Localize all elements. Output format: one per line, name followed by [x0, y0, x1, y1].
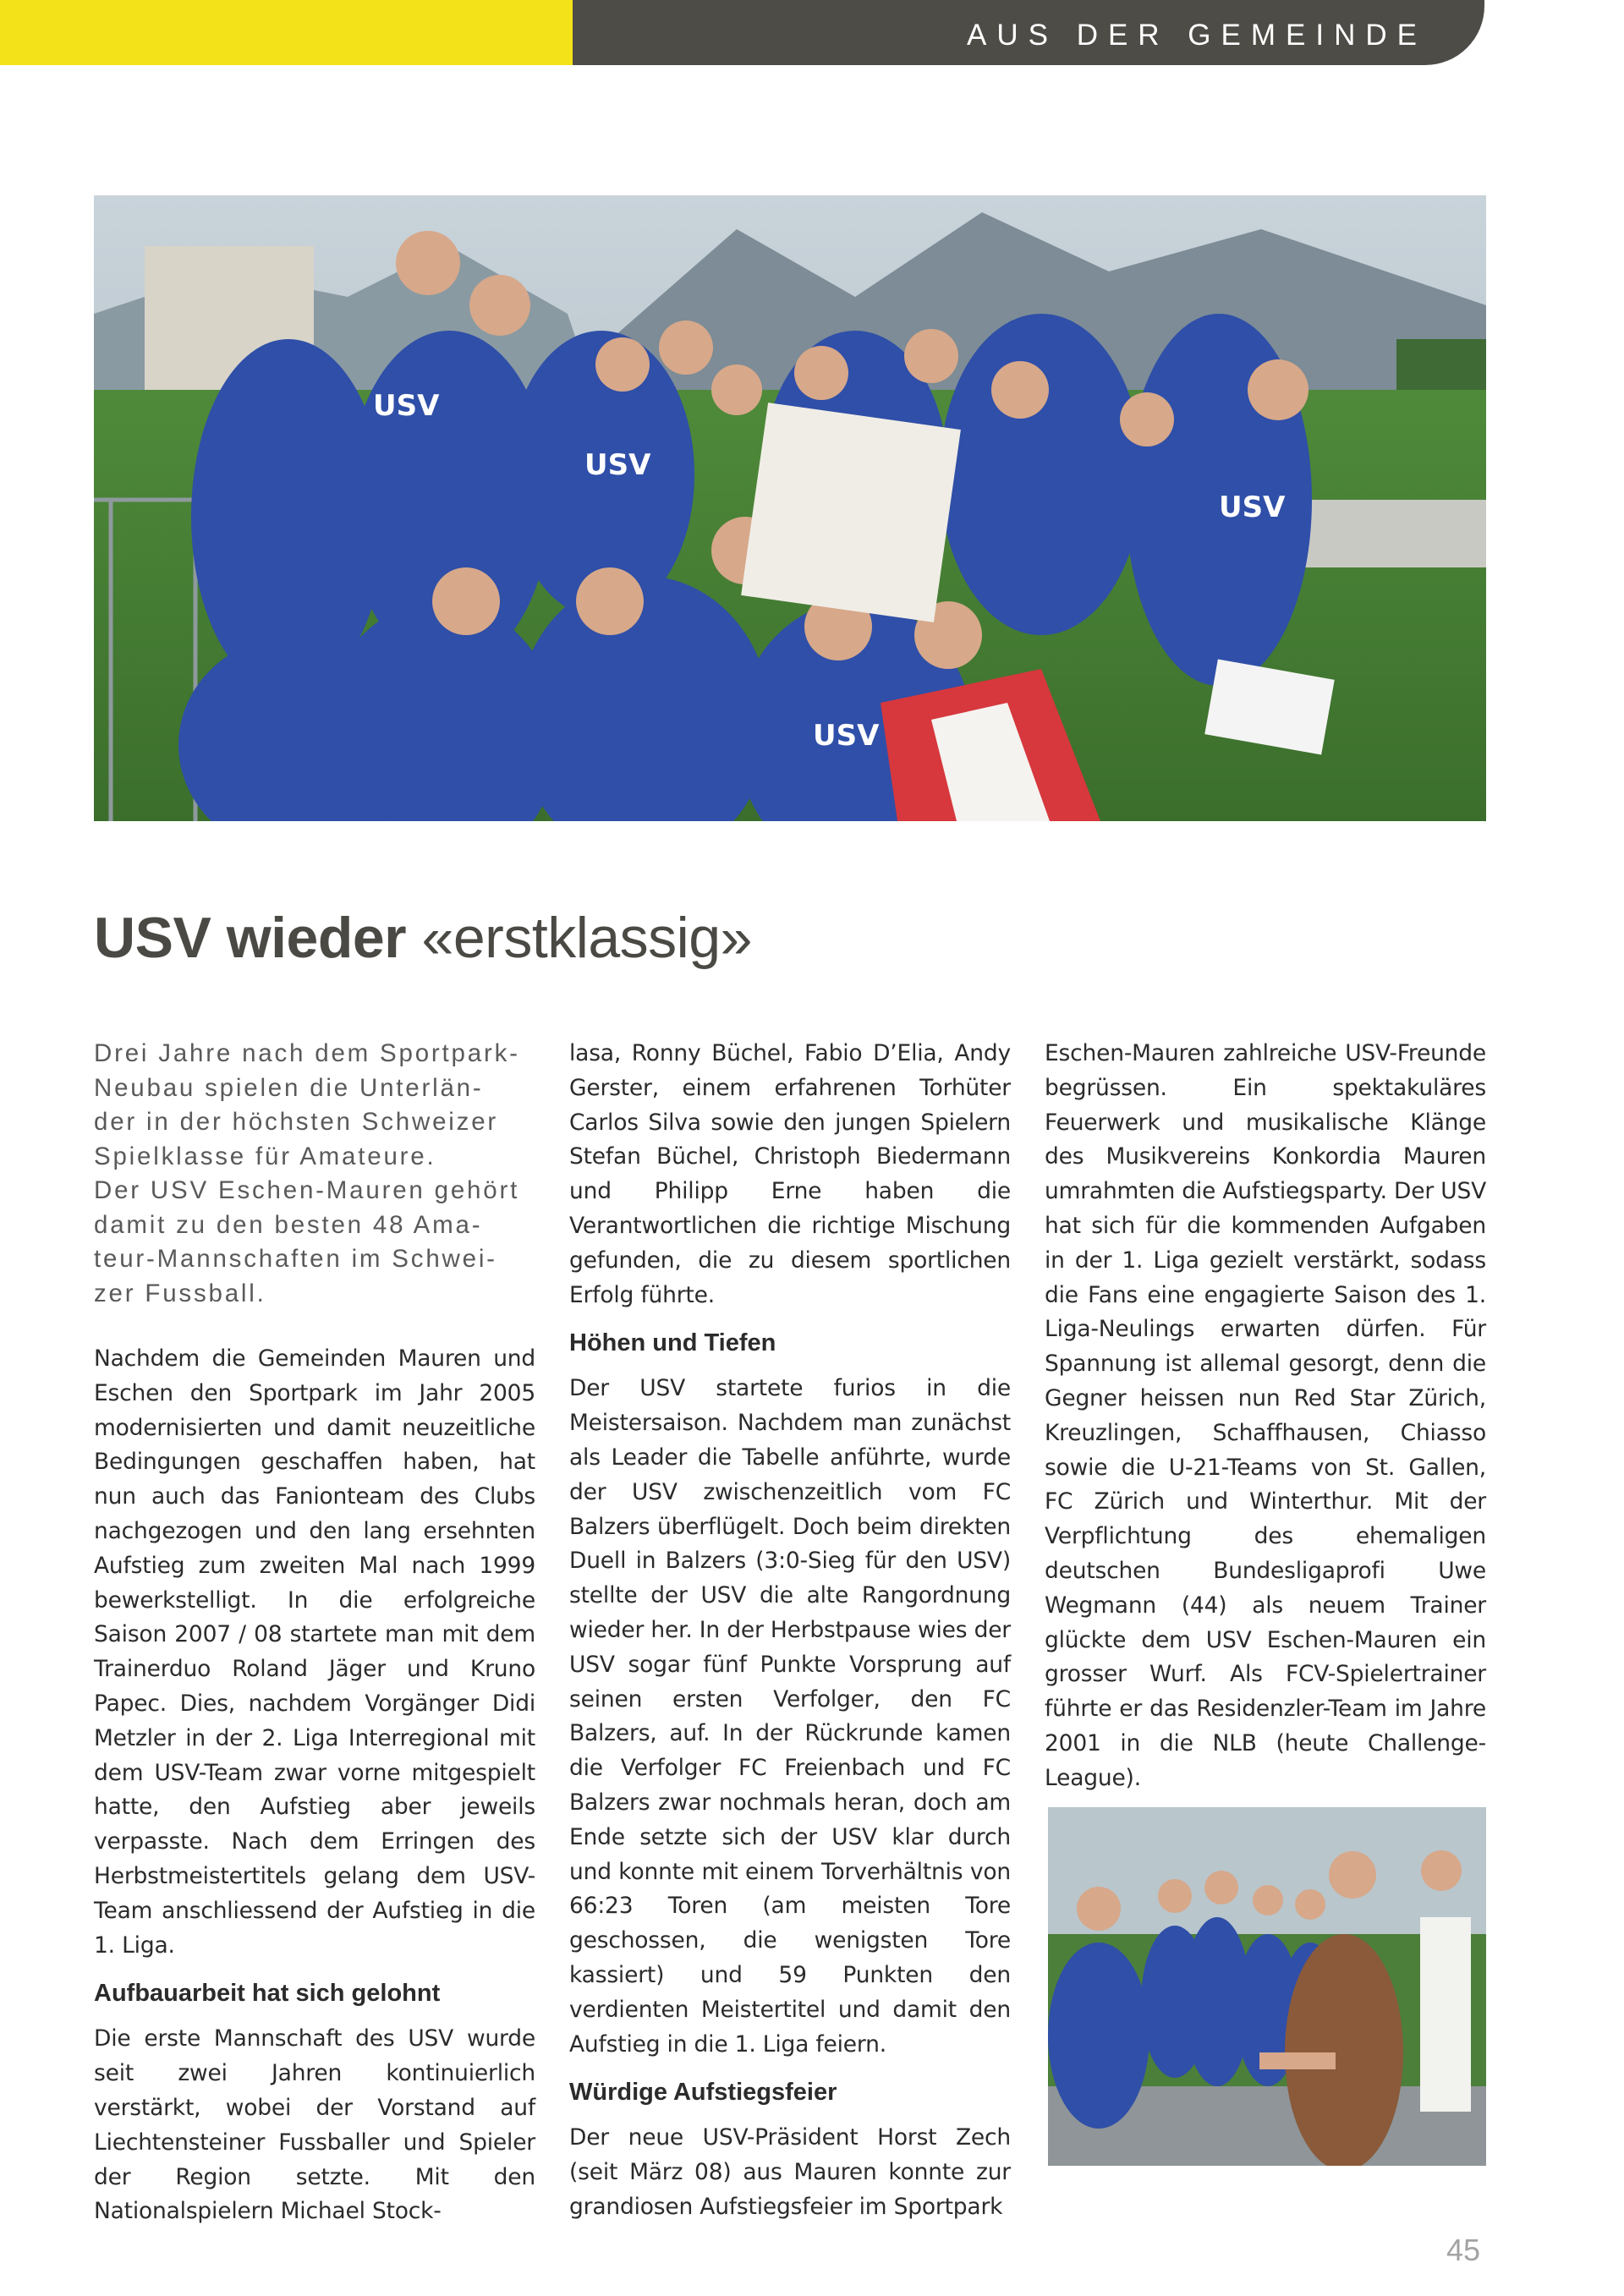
page-number: 45: [1446, 2233, 1481, 2267]
body-paragraph: lasa, Ronny Büchel, Fabio D’Elia, Andy Gerster, einem erfahrenen Torhüter Carlos Silva sowie den jungen Spielern Stefan Büchel, Christoph Biedermann und Philipp Erne haben die Verantwortlichen die richtige Mischung gefunden, die zu diesem sportlichen Erfolg führte.: [569, 1040, 1011, 1308]
header-section-band: [573, 0, 1484, 65]
headline-light: «erstklassig»: [421, 906, 752, 970]
svg-text:USV: USV: [584, 448, 651, 482]
subheading: Würdige Aufstiegsfeier: [569, 2079, 837, 2107]
section-title: AUS DER GEMEINDE: [967, 19, 1427, 52]
article-column-1: [94, 1037, 535, 2229]
svg-text:USV: USV: [373, 389, 440, 423]
subheading: Aufbauarbeit hat sich gelohnt: [94, 1980, 441, 2008]
team-celebration-photo: [94, 195, 1486, 821]
article-headline: [94, 905, 752, 971]
body-paragraph: Nachdem die Gemeinden Mauren und Eschen den Sportpark im Jahr 2005 modernisierten und damit neuzeitliche Bedingungen geschaffen haben, hat nun auch das Fanionteam des Clubs nachgezogen und den lang ersehnten Aufstieg zum zweiten Mal nach 1999 bewerkstelligt. In die erfolgreiche Saison 2007 / 08 startete man mit dem Trainerduo Roland Jäger und Kruno Papec. Dies, nachdem Vorgänger Didi Metzler in der 2. Liga Interregional mit dem USV-Team zwar vorne mitgespielt hatte, den Aufstieg aber jeweils verpasste. Nach dem Erringen des Herbstmeistertitels gelang dem USV-Team anschliessend der Aufstieg in die 1. Liga.: [94, 1345, 535, 1959]
article-column-3: [1045, 1037, 1486, 1796]
svg-text:USV: USV: [813, 719, 880, 753]
body-paragraph: Eschen-Mauren zahlreiche USV-Freunde begrüssen. Ein spektakuläres Feuerwerk und musikalische Klänge des Musikvereins Konkordia Mauren umrahmten die Aufstiegsparty. Der USV hat sich für die kommenden Aufgaben in der 1. Liga gezielt verstärkt, sodass die Fans eine engagierte Saison des 1. Liga-Neulings erwarten dürfen. Für Spannung ist allemal gesorgt, denn die Gegner heissen nun Red Star Zürich, Kreuzlingen, Schaffhausen, Chiasso sowie die U-21-Teams von St. Gallen, FC Zürich und Winterthur. Mit der Verpflichtung des ehemaligen deutschen Bundesligaprofi Uwe Wegmann (44) als neuem Trainer glückte dem USV Eschen-Mauren ein grosser Wurf. Als FCV-Spielertrainer führte er das Residenzler-Team im Jahre 2001 in die NLB (heute Challenge-League).: [1045, 1040, 1486, 1791]
body-paragraph: Die erste Mannschaft des USV wurde seit zwei Jahren kontinuierlich verstärkt, wobei der Vorstand auf Liechtensteiner Fussballer und Spieler der Region setzte. Mit den Nationalspielern Michael Stock-: [94, 2025, 535, 2225]
svg-text:USV: USV: [1219, 490, 1286, 524]
subheading: Höhen und Tiefen: [569, 1329, 776, 1357]
handshake-photo: [1048, 1807, 1486, 2166]
article-column-2: [569, 1037, 1011, 2225]
lead-paragraph: Drei Jahre nach dem Sportpark- Neubau spielen die Unterlän- der in der höchsten Schweizer Spielklasse für Amateure. Der USV Eschen-Mauren gehört damit zu den besten 48 Ama- teur-Mannschaften im Schwei- zer Fussball.: [94, 1039, 520, 1307]
headline-strong: USV wieder: [94, 906, 407, 970]
header-accent-bar: [0, 0, 573, 65]
body-paragraph: Der USV startete furios in die Meistersaison. Nachdem man zunächst als Leader die Tabelle anführte, wurde der USV zwischenzeitlich vom FC Balzers überflügelt. Doch beim direkten Duell in Balzers (3:0-Sieg für den USV) stellte der USV die alte Rangordnung wieder her. In der Herbstpause wies der USV sogar fünf Punkte Vorsprung auf seinen ersten Verfolger, den FC Balzers, auf. In der Rückrunde kamen die Verfolger FC Freienbach und FC Balzers zwar nochmals heran, doch am Ende setzte sich der USV klar durch und konnte mit einem Torverhältnis von 66:23 Toren (am meisten Tore geschossen, die wenigsten Tore kassiert) und 59 Punkten den verdienten Meistertitel und damit den Aufstieg in die 1. Liga feiern.: [569, 1375, 1011, 2058]
body-paragraph: Der neue USV-Präsident Horst Zech (seit März 08) aus Mauren konnte zur grandiosen Aufstiegsfeier im Sportpark: [569, 2124, 1011, 2220]
